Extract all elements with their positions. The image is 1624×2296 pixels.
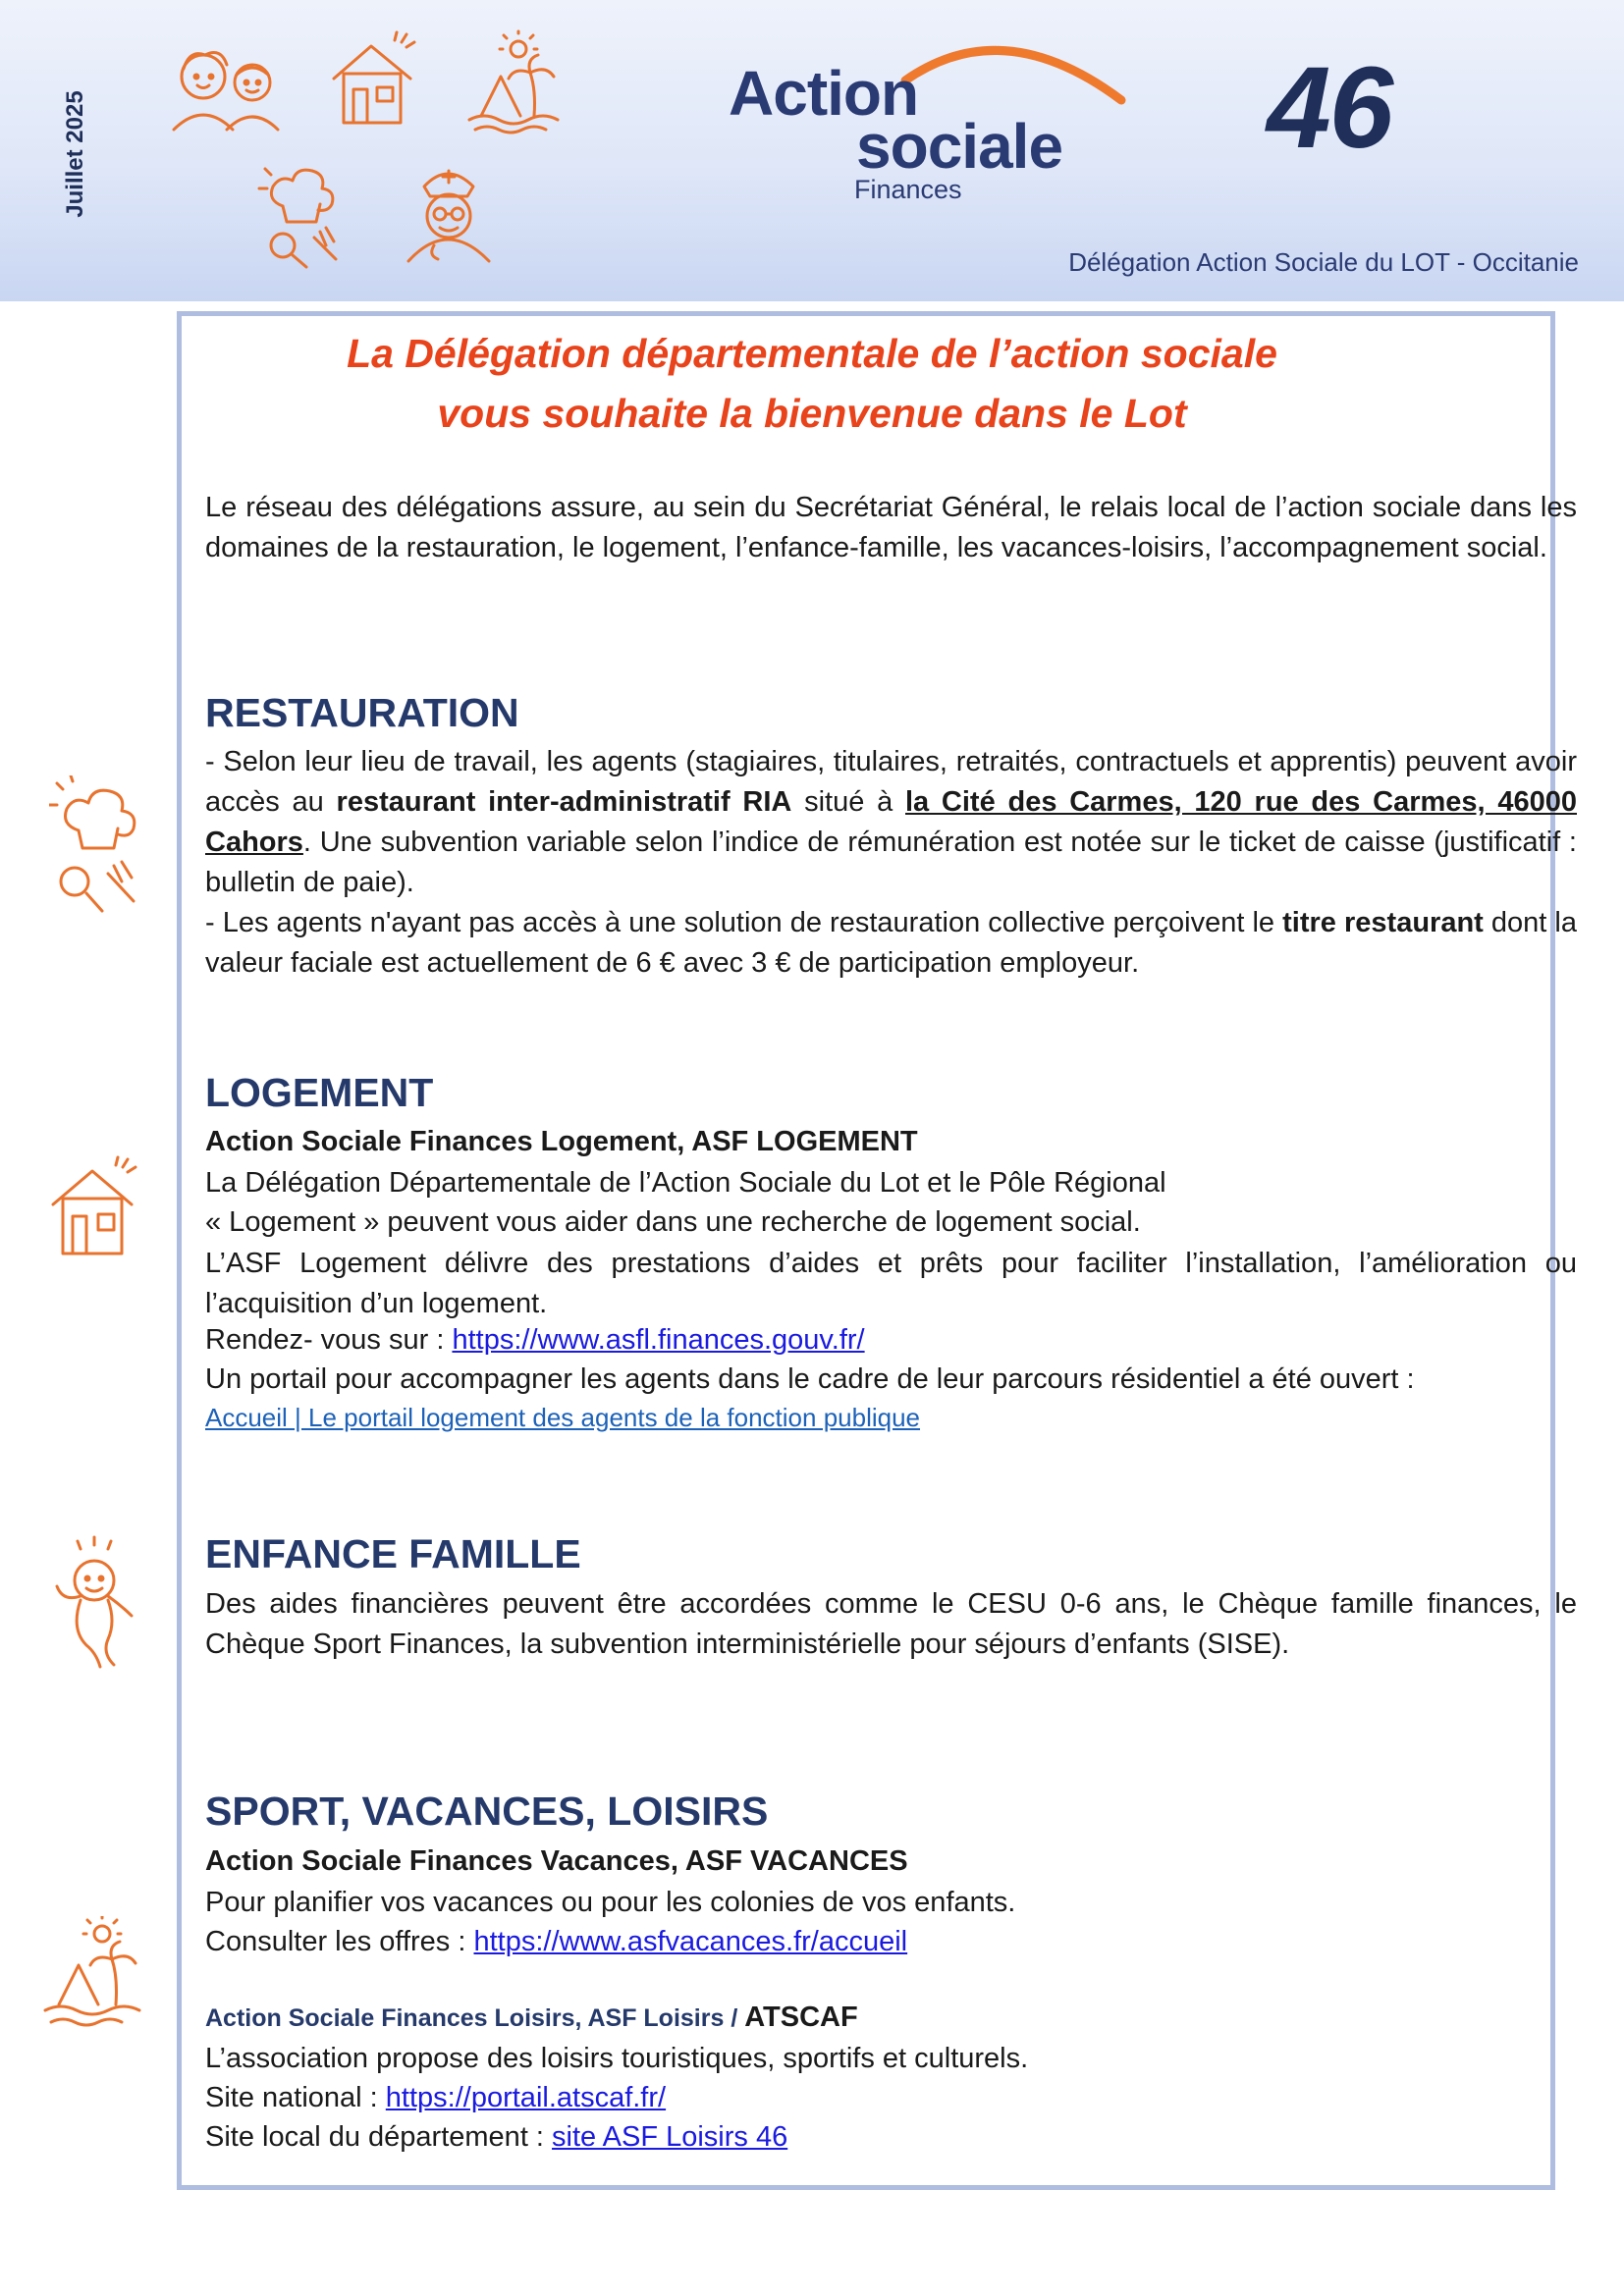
- logement-subheading: Action Sociale Finances Logement, ASF LOGEMENT: [205, 1126, 918, 1157]
- chef-icon: [253, 157, 352, 275]
- section-heading-restauration: RESTAURATION: [205, 690, 519, 735]
- beach-icon: [39, 1916, 147, 2034]
- delegation-line: Délégation Action Sociale du LOT - Occitanie: [1068, 247, 1579, 277]
- logo-sociale-text: sociale: [856, 111, 1063, 182]
- logo-action-text: Action: [729, 58, 919, 129]
- house-icon: [47, 1153, 145, 1261]
- beach-icon: [461, 29, 569, 137]
- logo-finances-text: Finances: [854, 175, 962, 204]
- logement-line-6: [205, 1398, 1577, 1438]
- chef-icon: [49, 775, 147, 923]
- logement-line-4: Rendez- vous sur : https://www.asfl.finances.gouv.fr/: [205, 1324, 865, 1356]
- page-title-line2: vous souhaite la bienvenue dans le Lot: [437, 391, 1187, 436]
- intro-paragraph: Le réseau des délégations assure, au sein du Secrétariat Général, le relais local de l’action sociale dans les domaines de la restauration, le logement, l’enfance-famille, les vacances-loisirs, l’accompagnement social.: [205, 492, 1577, 563]
- issue-date: Juillet 2025: [62, 90, 88, 218]
- sport-line-1: Pour planifier vos vacances ou pour les colonies de vos enfants.: [205, 1887, 1016, 1918]
- logement-line-2: « Logement » peuvent vous aider dans une recherche de logement social.: [205, 1206, 1141, 1238]
- nurse-icon: [395, 157, 503, 265]
- logement-line-1: La Délégation Départementale de l’Action Sociale du Lot et le Pôle Régional: [205, 1167, 1166, 1199]
- sport-line-2: Consulter les offres : https://www.asfvacances.fr/accueil: [205, 1926, 908, 1957]
- sport-line-3: L’association propose des loisirs touristiques, sportifs et culturels.: [205, 2043, 1029, 2074]
- logement-line-5: Un portail pour accompagner les agents dans le cadre de leur parcours résidentiel a été ouvert :: [205, 1363, 1415, 1395]
- sport-subheading: Action Sociale Finances Vacances, ASF VACANCES: [205, 1845, 908, 1877]
- house-icon: [324, 25, 422, 133]
- sport-subheading-2: Action Sociale Finances Loisirs, ASF Loisirs / ATSCAF: [205, 2002, 858, 2033]
- child-icon: [51, 1535, 139, 1682]
- family-icon: [162, 39, 290, 137]
- sport-line-4: Site national : https://portail.atscaf.fr/: [205, 2082, 667, 2113]
- section-heading-sport: SPORT, VACANCES, LOISIRS: [205, 1789, 769, 1834]
- restauration-paragraph-1: - Selon leur lieu de travail, les agents (stagiaires, titulaires, retraités, contractuels et apprentis) peuvent avoir accès au restaurant inter-administratif RIA situé à la Cité des Carmes, 120 rue des Carmes, 46000 Cahors. Une subvention variable selon l’indice de rémunération est notée sur le ticket de caisse (justificatif : bulletin de paie).: [205, 746, 1577, 898]
- action-sociale-logo: [729, 22, 1141, 218]
- section-heading-enfance: ENFANCE FAMILLE: [205, 1531, 581, 1576]
- section-heading-logement: LOGEMENT: [205, 1070, 434, 1115]
- asfl-link[interactable]: https://www.asfl.finances.gouv.fr/: [452, 1324, 865, 1356]
- logement-line-3: L’ASF Logement délivre des prestations d’aides et prêts pour faciliter l’installation, l’amélioration ou l’acquisition d’un logement.: [205, 1248, 1577, 1319]
- page-title-line1: La Délégation départementale de l’action sociale: [347, 331, 1277, 376]
- sport-line-5: Site local du département : site ASF Loisirs 46: [205, 2121, 788, 2153]
- restauration-paragraph-2: - Les agents n'ayant pas accès à une solution de restauration collective perçoivent le titre restaurant dont la valeur faciale est actuellement de 6 € avec 3 € de participation employeur.: [205, 907, 1577, 979]
- asfvacances-link[interactable]: https://www.asfvacances.fr/accueil: [473, 1926, 908, 1957]
- enfance-paragraph: Des aides financières peuvent être accordées comme le CESU 0-6 ans, le Chèque famille finances, le Chèque Sport Finances, la subvention interministérielle pour séjours d’enfants (SISE).: [205, 1588, 1577, 1660]
- atscaf-link[interactable]: https://portail.atscaf.fr/: [385, 2082, 667, 2113]
- department-number: 46: [1267, 43, 1392, 173]
- portail-logement-link[interactable]: Accueil | Le portail logement des agents de la fonction publique: [205, 1403, 921, 1432]
- header-band: [0, 0, 1624, 301]
- asf-loisirs-46-link[interactable]: site ASF Loisirs 46: [552, 2121, 788, 2153]
